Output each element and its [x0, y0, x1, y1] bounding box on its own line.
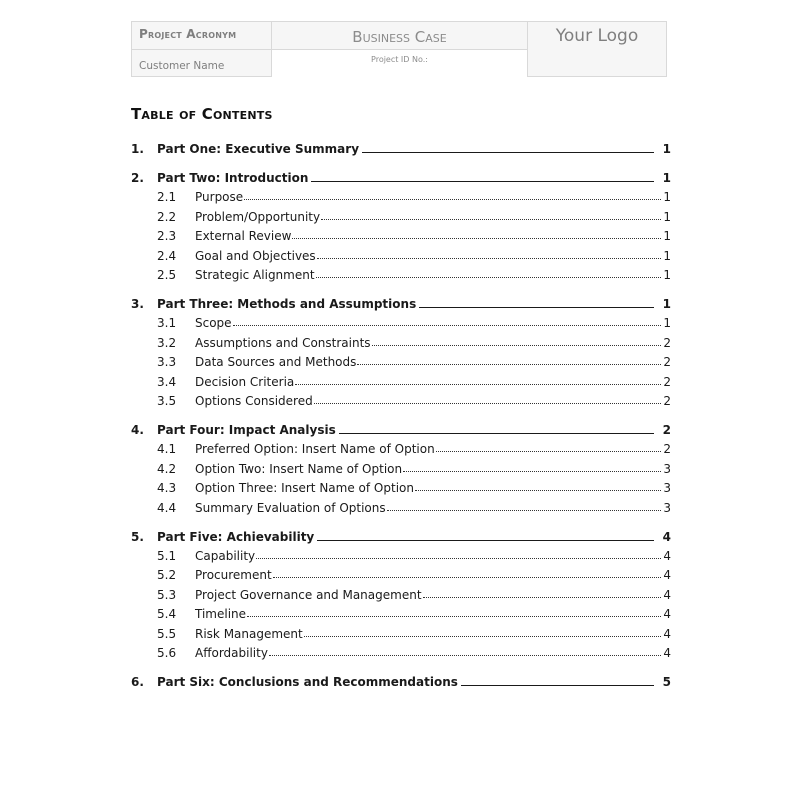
toc-leader — [419, 306, 653, 308]
toc-leader — [273, 576, 661, 578]
toc-leader — [461, 684, 654, 686]
toc-leader — [304, 635, 661, 637]
toc-entry-label: Part Two: Introduction — [157, 171, 309, 185]
toc-subsection-entry[interactable] — [131, 331, 671, 350]
toc-leader — [311, 180, 653, 182]
toc-entry-label: Data Sources and Methods — [195, 355, 357, 370]
toc-subsection-entry[interactable] — [131, 205, 671, 224]
toc-leader — [362, 151, 654, 153]
toc-section-entry[interactable] — [131, 670, 671, 689]
toc-page-number: 2 — [663, 394, 671, 408]
toc-subsection-entry[interactable] — [131, 224, 671, 243]
toc-entry-label: Capability — [195, 549, 256, 563]
toc-page-number: 4 — [663, 607, 671, 622]
toc-page-number: 4 — [663, 646, 671, 660]
toc-entry-number: 4.3 — [157, 481, 177, 496]
toc-page-number: 1 — [663, 316, 671, 331]
toc-leader — [317, 257, 661, 259]
toc-page-number: 4 — [663, 568, 671, 583]
toc-leader — [233, 324, 661, 326]
toc-section-entry[interactable] — [131, 418, 671, 437]
toc-entry-number: 3.5 — [157, 394, 177, 408]
toc-page-number: 1 — [662, 297, 671, 311]
toc-entry-number: 2.5 — [157, 268, 177, 282]
toc-subsection-entry[interactable] — [131, 622, 671, 641]
toc-page-number: 3 — [663, 500, 671, 515]
toc-leader — [244, 198, 661, 200]
toc-subsection-entry[interactable] — [131, 496, 671, 515]
toc-entry-label: Decision Criteria — [195, 374, 295, 389]
toc-page-number: 1 — [663, 229, 671, 244]
toc-entry-label: Procurement — [195, 568, 272, 583]
toc-subsection-entry[interactable] — [131, 311, 671, 330]
toc-subsection-entry[interactable] — [131, 389, 671, 408]
toc-leader — [403, 470, 661, 472]
toc-page-number: 2 — [662, 423, 671, 437]
toc-page-number: 4 — [663, 587, 671, 602]
toc-page-number: 1 — [662, 171, 671, 185]
toc-leader — [256, 557, 661, 559]
toc-page-number: 2 — [663, 442, 671, 457]
toc-entry-label: Part Five: Achievability — [157, 529, 315, 544]
document-title: Business Case — [272, 22, 528, 50]
toc-entry-number: 3. — [131, 297, 144, 311]
toc-leader — [372, 344, 661, 346]
toc-leader — [317, 539, 653, 541]
toc-subsection-entry[interactable] — [131, 544, 671, 563]
toc-entry-label: Summary Evaluation of Options — [195, 500, 386, 515]
toc-entry-label: Part Three: Methods and Assumptions — [157, 297, 417, 311]
toc-section-entry[interactable] — [131, 292, 671, 311]
toc-entry-number: 4.1 — [157, 442, 177, 457]
toc-leader — [321, 218, 661, 220]
toc-entry-label: Project Governance and Management — [195, 587, 422, 602]
toc-entry-number: 1. — [131, 142, 144, 156]
toc-entry-label: Risk Management — [195, 626, 303, 641]
toc-page-number: 5 — [662, 675, 671, 689]
toc-leader — [292, 237, 661, 239]
toc-leader — [423, 596, 661, 598]
toc-entry-label: External Review — [195, 229, 292, 244]
toc-entry-label: Goal and Objectives — [195, 248, 316, 263]
toc-section-entry[interactable] — [131, 525, 671, 544]
toc-entry-label: Part Four: Impact Analysis — [157, 423, 336, 437]
toc-entry-number: 2.1 — [157, 190, 177, 205]
toc-entry-number: 5.3 — [157, 587, 177, 602]
toc-entry-label: Part One: Executive Summary — [157, 142, 360, 156]
toc-entry-number: 2.3 — [157, 229, 177, 244]
toc-subsection-entry[interactable] — [131, 185, 671, 204]
toc-subsection-entry[interactable] — [131, 602, 671, 621]
toc-entry-label: Part Six: Conclusions and Recommendations — [157, 675, 458, 689]
toc-entry-label: Strategic Alignment — [195, 268, 315, 282]
toc-entry-number: 4. — [131, 423, 144, 437]
toc-subsection-entry[interactable] — [131, 476, 671, 495]
toc-page-number: 1 — [662, 142, 671, 156]
toc-leader — [357, 363, 661, 365]
toc-entry-number: 5.4 — [157, 607, 177, 622]
toc-subsection-entry[interactable] — [131, 641, 671, 660]
toc-entry-label: Preferred Option: Insert Name of Option — [195, 442, 435, 457]
toc-entry-number: 2.2 — [157, 209, 177, 224]
toc-subsection-entry[interactable] — [131, 350, 671, 369]
toc-subsection-entry[interactable] — [131, 437, 671, 456]
logo-placeholder: Your Logo — [555, 26, 639, 46]
toc-entry-number: 5. — [131, 529, 144, 544]
toc-subsection-entry[interactable] — [131, 563, 671, 582]
toc-entry-label: Scope — [195, 316, 232, 331]
toc-page-number: 3 — [663, 461, 671, 476]
toc-leader — [314, 402, 661, 404]
toc-subsection-entry[interactable] — [131, 370, 671, 389]
toc-page-number: 4 — [663, 626, 671, 641]
toc-entry-label: Option Two: Insert Name of Option — [195, 461, 403, 476]
toc-entry-number: 2.4 — [157, 248, 177, 263]
toc-entry-label: Purpose — [195, 190, 244, 205]
toc-entry-number: 6. — [131, 675, 144, 689]
toc-leader — [387, 509, 661, 511]
toc-entry-number: 5.5 — [157, 626, 177, 641]
toc-entry-label: Option Three: Insert Name of Option — [195, 481, 414, 496]
document-header — [131, 21, 667, 77]
toc-entry-label: Options Considered — [195, 394, 313, 408]
toc-page-number: 2 — [663, 374, 671, 389]
toc-subsection-entry[interactable] — [131, 457, 671, 476]
toc-entry-number: 2. — [131, 171, 144, 185]
toc-leader — [247, 615, 661, 617]
toc-page-number: 2 — [663, 335, 671, 350]
toc-entry-number: 3.3 — [157, 355, 177, 370]
toc-entry-label: Affordability — [195, 646, 268, 660]
toc-leader — [269, 654, 661, 656]
toc-page-number: 4 — [663, 549, 671, 563]
toc-subsection-entry[interactable] — [131, 583, 671, 602]
toc-subsection-entry[interactable] — [131, 244, 671, 263]
toc-page-number: 1 — [663, 248, 671, 263]
toc-entry-number: 4.2 — [157, 461, 177, 476]
toc-entry-label: Assumptions and Constraints — [195, 335, 371, 350]
toc-section-entry[interactable] — [131, 137, 671, 156]
toc-section-entry[interactable] — [131, 166, 671, 185]
toc-subsection-entry[interactable] — [131, 263, 671, 282]
project-acronym: Project Acronym — [132, 22, 272, 50]
toc-page-number: 3 — [663, 481, 671, 496]
toc-entry-number: 3.1 — [157, 316, 177, 331]
toc-page-number: 1 — [663, 209, 671, 224]
toc-entry-number: 5.2 — [157, 568, 177, 583]
toc-entry-number: 3.2 — [157, 335, 177, 350]
toc-page-number: 2 — [663, 355, 671, 370]
toc-page-number: 4 — [662, 529, 671, 544]
toc-entry-number: 5.6 — [157, 646, 177, 660]
toc-leader — [436, 450, 661, 452]
toc-entry-label: Problem/Opportunity — [195, 209, 321, 224]
toc-entry-label: Timeline — [195, 607, 247, 622]
project-id-field: Project ID No.: — [272, 50, 528, 77]
customer-name: Customer Name — [132, 50, 272, 77]
toc-leader — [295, 383, 661, 385]
toc-leader — [316, 276, 661, 278]
toc-entry-number: 3.4 — [157, 374, 177, 389]
toc-page-number: 1 — [663, 190, 671, 205]
toc-entry-number: 5.1 — [157, 549, 177, 563]
toc-entry-number: 4.4 — [157, 500, 177, 515]
toc-leader — [415, 489, 661, 491]
toc-title: Table of Contents — [131, 105, 273, 123]
toc-leader — [339, 432, 654, 434]
toc-page-number: 1 — [663, 268, 671, 282]
